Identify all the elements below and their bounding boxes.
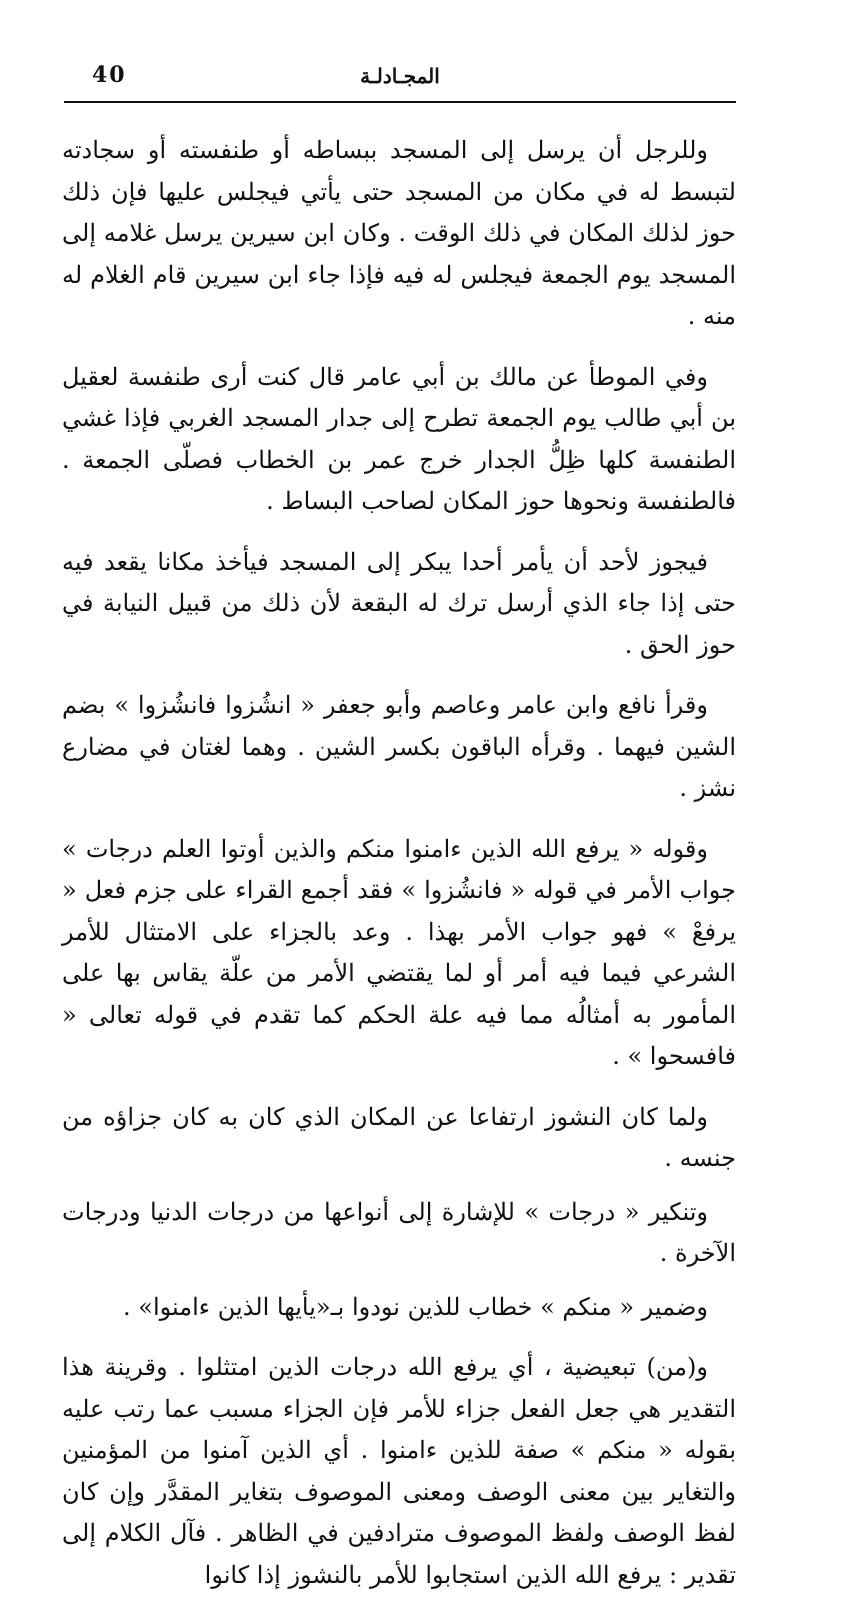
page-body [62, 130, 736, 1615]
paragraph: ولما كان النشوز ارتفاعا عن المكان الذي كان به كان جزاؤه من جنسه . [62, 1102, 736, 1172]
header-rule [64, 101, 736, 103]
page-header [64, 58, 736, 98]
paragraph: فيجوز لأحد أن يأمر أحدا يبكر إلى المسجد فيأخذ مكانا يقعد فيه حتى إذا جاء الذي أرسل ترك له البقعة لأن ذلك من قبيل النيابة في حوز الحق . [62, 547, 736, 659]
page-number: 40 [92, 62, 127, 88]
running-title: المجـادلـة [360, 64, 440, 88]
paragraph: و(من) تبعيضية ، أي يرفع الله درجات الذين امتثلوا . وقرينة هذا التقدير هي جعل الفعل جزاء للأمر فإن الجزاء مسبب عما رتب عليه بقوله « منكم » صفة للذين ءامنوا . أي الذين آمنوا من المؤمنين والتغاير بين معنى الوصف ومعنى الموصوف بتغاير المقدَّر وإن كان لفظ الوصف ولفظ الموصوف مترادفين في الظاهر . فآل الكلام إلى تقدير : يرفع الله الذين استجابوا للأمر بالنشوز إذا كانوا [62, 1353, 736, 1589]
paragraph: وقوله « يرفع الله الذين ءامنوا منكم والذين أوتوا العلم درجات » جواب الأمر في قوله « فانشُزوا » فقد أجمع القراء على جزم فعل « يرفعْ » فهو جواب الأمر بهذا . وعد بالجزاء على الامتثال للأمر الشرعي فيما فيه أمر أو لما يقتضي الأمر من علّة يقاس بها على المأمور به أمثالُه مما فيه علة الحكم كما تقدم في قوله تعالى « فافسحوا » . [62, 834, 736, 1070]
paragraph: وفي الموطأ عن مالك بن أبي عامر قال كنت أرى طنفسة لعقيل بن أبي طالب يوم الجمعة تطرح إلى جدار المسجد الغربي فإذا غشي الطنفسة كلها ظِلُّ الجدار خرج عمر بن الخطاب فصلّى الجمعة . فالطنفسة ونحوها حوز المكان لصاحب البساط . [62, 362, 736, 515]
paragraph: وضمير « منكم » خطاب للذين نودوا بـ«يأيها الذين ءامنوا» . [123, 1292, 708, 1321]
paragraph: وتنكير « درجات » للإشارة إلى أنواعها من درجات الدنيا ودرجات الآخرة . [62, 1197, 736, 1267]
paragraph: وللرجل أن يرسل إلى المسجد ببساطه أو طنفسته أو سجادته لتبسط له في مكان من المسجد حتى يأتي فيجلس عليها فإن ذلك حوز لذلك المكان في ذلك الوقت . وكان ابن سيرين يرسل غلامه إلى المسجد يوم الجمعة فيجلس له فيه فإذا جاء ابن سيرين قام الغلام له منه . [62, 136, 736, 330]
paragraph: وقرأ نافع وابن عامر وعاصم وأبو جعفر « انشُزوا فانشُزوا » بضم الشين فيهما . وقرأه الباقون بكسر الشين . وهما لغتان في مضارع نشز . [62, 691, 736, 802]
